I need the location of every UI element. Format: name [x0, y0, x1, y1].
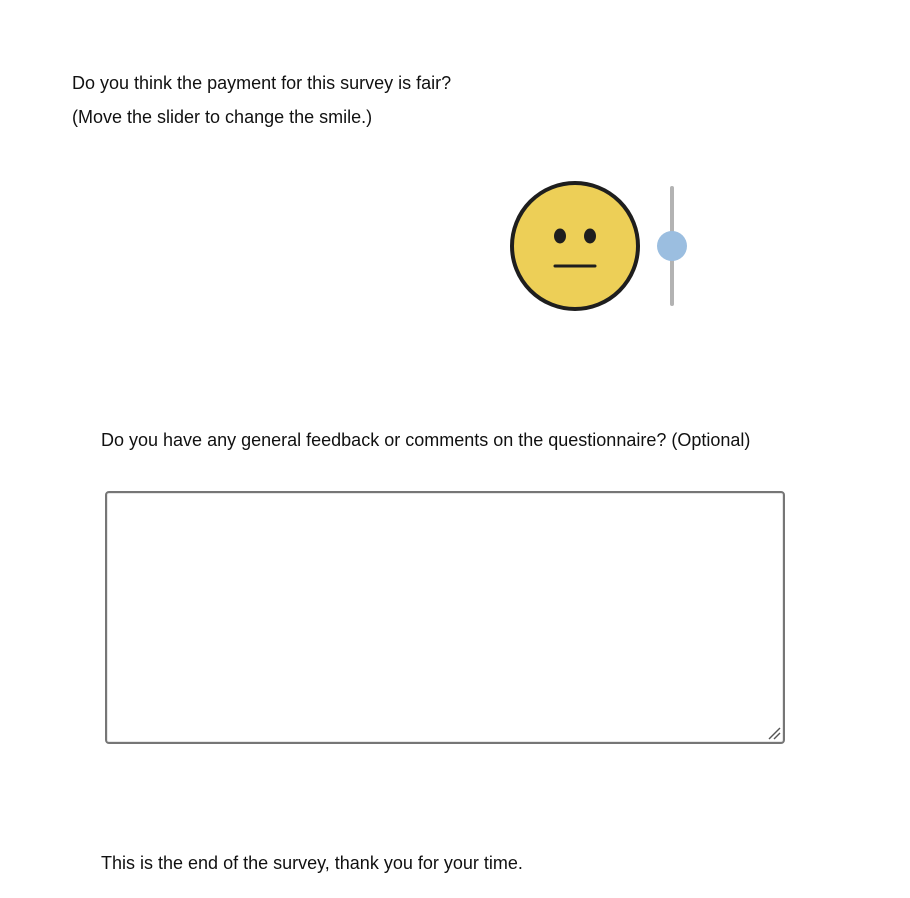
left-eye	[554, 229, 566, 244]
resize-handle-icon[interactable]	[767, 726, 781, 740]
feedback-textarea[interactable]	[107, 493, 783, 742]
fair-payment-question: Do you think the payment for this survey is fair?	[72, 73, 452, 93]
neutral-face-icon	[508, 178, 644, 314]
right-eye	[584, 229, 596, 244]
face-circle	[512, 183, 638, 309]
feedback-textarea-container[interactable]	[105, 491, 785, 744]
end-of-survey-message: This is the end of the survey, thank you for your time.	[101, 853, 523, 873]
slider-hint: (Move the slider to change the smile.)	[72, 107, 373, 127]
fairness-slider[interactable]	[654, 184, 690, 308]
slider-thumb[interactable]	[657, 231, 687, 261]
feedback-question: Do you have any general feedback or comments on the questionnaire? (Optional)	[101, 430, 751, 450]
face-svg	[508, 178, 644, 314]
